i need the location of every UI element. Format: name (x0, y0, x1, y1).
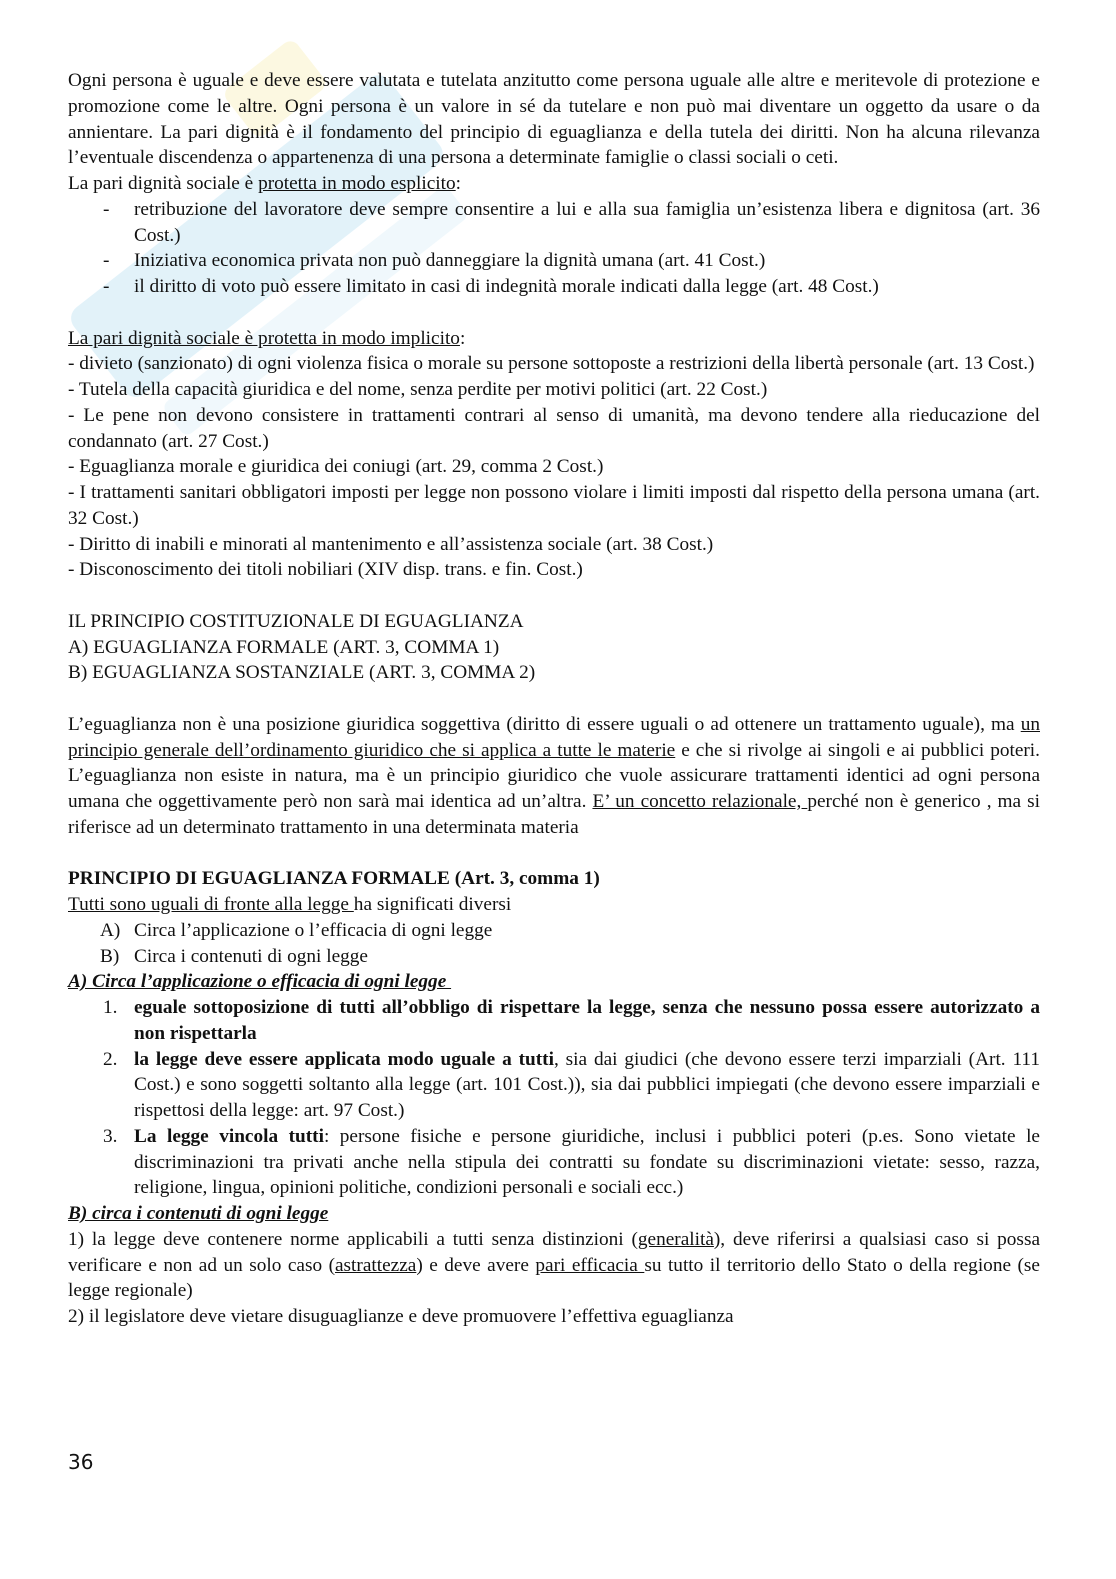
text: L’eguaglianza non è una posizione giuridica soggettiva (diritto di essere uguali o ad ottenere un trattamento uguale), ma (68, 713, 1021, 735)
item-text: Circa i contenuti di ogni legge (134, 945, 368, 967)
implicit-lead-underlined: La pari dignità sociale è protetta in modo implicito (68, 327, 460, 349)
underlined-text: un principio generale dell’ordinamento giuridico che si applica a tutte le materie (68, 713, 1040, 761)
implicit-item: - Eguaglianza morale e giuridica dei coniugi (art. 29, comma 2 Cost.) (68, 456, 604, 478)
text: 1) la legge deve contenere norme applicabili a tutti senza distinzioni ( (68, 1228, 638, 1250)
formal-lead (68, 892, 1040, 918)
numbered-item (68, 995, 1040, 1047)
section-b-heading: B) circa i contenuti di ogni legge (68, 1203, 329, 1224)
explicit-lead: La pari dignità sociale è (68, 173, 259, 194)
underlined-text: astrattezza (335, 1254, 417, 1276)
implicit-item: - I trattamenti sanitari obbligatori imposti per legge non possono violare i limiti imposti dal rispetto della persona umana (art. 32 Cost.) (68, 482, 1040, 529)
implicit-item: - Le pene non devono consistere in trattamenti contrari al senso di umanità, ma devono tendere alla rieducazione del condannato (art. 27 Cost.) (68, 404, 1040, 452)
underlined-text: pari efficacia (535, 1254, 645, 1276)
list-item (68, 248, 1040, 274)
explicit-lead-underlined: protetta in modo esplicito (258, 173, 456, 194)
list-item (68, 274, 1040, 300)
list-item-text: retribuzione del lavoratore deve sempre consentire a lui e alla sua famiglia un’esistenza libera e dignitosa (art. 36 Cost.) (134, 198, 1040, 246)
dash-bullet: - (103, 276, 110, 297)
implicit-item: - Tutela della capacità giuridica e del nome, senza perdite per motivi politici (art. 22 Cost.) (68, 379, 768, 400)
meaning-item (68, 918, 1040, 944)
section-title: IL PRINCIPIO COSTITUZIONALE DI EGUAGLIANZA (68, 610, 524, 632)
implicit-item: - divieto (sanzionato) di ogni violenza fisica o morale su persone sottoposte a restrizioni della libertà personale (art. 13 Cost.) (68, 353, 1035, 375)
item-number: 3. (103, 1125, 118, 1147)
meaning-item (68, 944, 1040, 970)
formal-title: PRINCIPIO DI EGUAGLIANZA FORMALE (Art. 3, comma 1) (68, 868, 600, 890)
implicit-heading (68, 326, 1040, 352)
subsection-a: A) EGUAGLIANZA FORMALE (ART. 3, COMMA 1) (68, 636, 500, 658)
document-page (68, 68, 1040, 1330)
numbered-item (68, 1047, 1040, 1124)
list-item-text: il diritto di voto può essere limitato in casi di indegnità morale indicati dalla legge (art. 48 Cost.) (134, 276, 879, 297)
colon: : (455, 173, 462, 194)
bold-text: La legge vincola tutti (134, 1125, 324, 1147)
page-number: 36 (68, 1450, 94, 1474)
bold-text: eguale sottoposizione di tutti all’obbligo di rispettare la legge, senza che nessuno possa essere autorizzato a non rispettarla (134, 997, 1040, 1044)
equality-paragraph (68, 712, 1040, 841)
implicit-item: - Diritto di inabili e minorati al mantenimento e all’assistenza sociale (art. 38 Cost.) (68, 533, 714, 555)
bold-text: la legge deve essere applicata modo uguale a tutti (134, 1048, 554, 1070)
item-marker: A) (100, 919, 121, 941)
dash-bullet: - (103, 198, 110, 220)
subsection-b: B) EGUAGLIANZA SOSTANZIALE (ART. 3, COMMA 2) (68, 662, 536, 684)
text: su tutto il territorio dello Stato o della regione (se legge regionale) (68, 1254, 1040, 1302)
content-point-2: 2) il legislatore deve vietare disuguaglianze e deve promuovere l’effettiva eguaglianza (68, 1306, 734, 1327)
underlined-text: generalità (637, 1228, 714, 1250)
underlined-text: Tutti sono uguali di fronte alla legge (68, 894, 354, 915)
text: : persone fisiche e persone giuridiche, inclusi i pubblici poteri (p.es. Sono vietate le discriminazioni tra privati anche nella stipula dei contratti su fondate su discriminazioni vietate: sesso, razza, religione, lingua, opinioni politiche, condizioni personali e sociali ecc.) (134, 1125, 1040, 1199)
text: e che si rivolge ai singoli e ai pubblici poteri. L’eguaglianza non esiste in natura, ma è un principio giuridico che vuole assicurare trattamenti identici ad ogni persona umana che oggettivamente però non sarà mai identica ad un’altra. (68, 739, 1040, 812)
text: , sia dai giudici (che devono essere terzi imparziali (Art. 111 Cost.) e sono soggetti soltanto alla legge (art. 101 Cost.)), sia dai pubblici impiegati (che devono essere imparziali e rispettosi della legge: art. 97 Cost.) (134, 1048, 1040, 1121)
colon: : (459, 327, 466, 349)
item-number: 1. (103, 997, 118, 1018)
item-marker: B) (100, 945, 120, 967)
content-point-1 (68, 1227, 1040, 1304)
section-a-heading: A) Circa l’applicazione o efficacia di ogni legge (68, 971, 452, 993)
underlined-text: E’ un concetto relazionale, (592, 791, 808, 812)
list-item (68, 197, 1040, 249)
numbered-item (68, 1124, 1040, 1201)
text: ) e deve avere (416, 1254, 536, 1276)
text: ), deve riferirsi a qualsiasi caso si possa verificare e non ad un solo caso ( (68, 1228, 1041, 1276)
dash-bullet: - (103, 250, 110, 272)
text: ha significati diversi (353, 894, 512, 915)
implicit-item: - Disconoscimento dei titoli nobiliari (XIV disp. trans. e fin. Cost.) (68, 559, 583, 581)
list-item-text: Iniziativa economica privata non può danneggiare la dignità umana (art. 41 Cost.) (134, 250, 766, 272)
text: perché non è generico , ma si riferisce ad un determinato trattamento in una determinata materia (68, 791, 1040, 838)
item-number: 2. (103, 1048, 118, 1070)
intro-paragraph: Ogni persona è uguale e deve essere valutata e tutelata anzitutto come persona uguale alle altre e meritevole di protezione e promozione come le altre. Ogni persona è un valore in sé da tutelare e non può mai diventare un oggetto da usare o da annientare. La pari dignità è il fondamento del principio di eguaglianza e della tutela dei diritti. Non ha alcuna rilevanza l’eventuale discendenza o appartenenza di una persona a determinate famiglie o classi sociali o ceti. (68, 70, 1040, 169)
explicit-heading (68, 171, 1040, 197)
item-text: Circa l’applicazione o l’efficacia di ogni legge (134, 919, 493, 941)
